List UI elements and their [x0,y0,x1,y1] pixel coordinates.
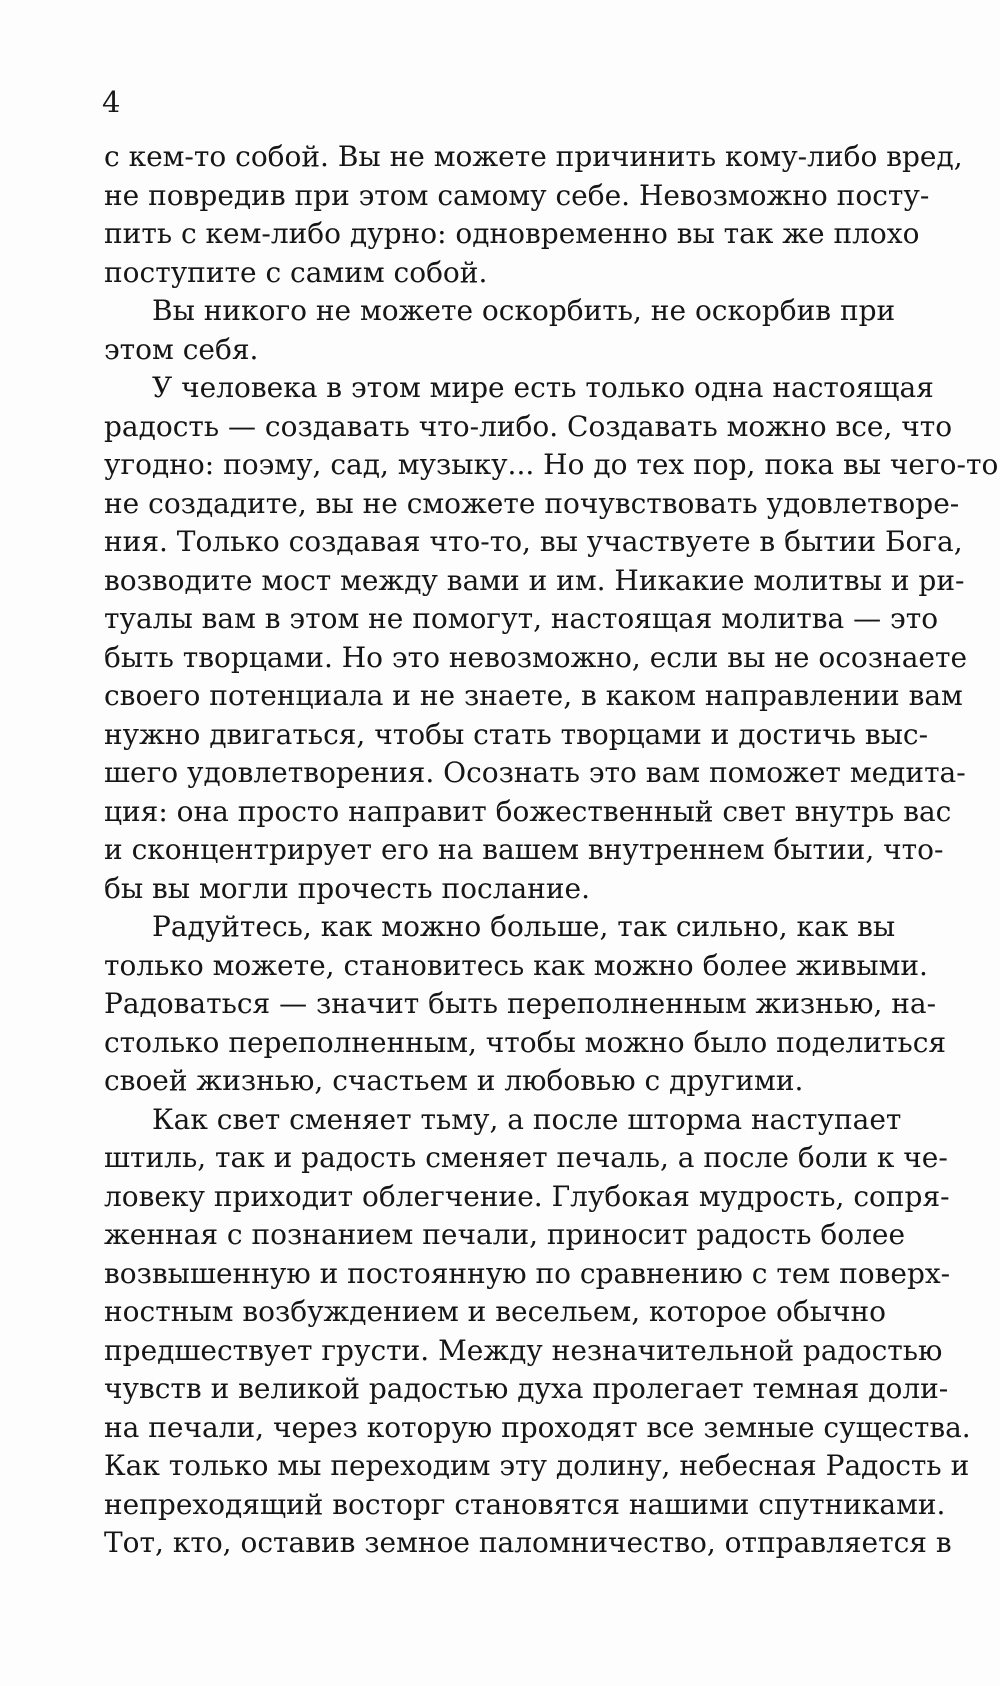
paragraph [104,908,947,1101]
text-line: Как только мы переходим эту долину, небесная Радость и [104,1449,970,1482]
text-line: чувств и великой радостью духа пролегает темная доли- [104,1372,949,1405]
text-line: бы вы могли прочесть послание. [104,871,590,905]
paragraph [104,369,999,908]
text-line: и сконцентрирует его на вашем внутреннем бытии, что- [104,833,944,866]
text-line: возвышенную и постоянную по сравнению с тем поверх- [104,1256,951,1290]
text-line: Радоваться — значит быть переполненным жизнью, на- [104,987,937,1020]
text-line: шего удовлетворения. Осознать это вам поможет медита- [104,756,966,789]
text-line: У человека в этом мире есть только одна настоящая [152,371,934,404]
text-line: этом себя. [104,332,259,366]
text-line: ловеку приходит облегчение. Глубокая мудрость, сопря- [104,1179,950,1213]
text-line: с кем-то собой. Вы не можете причинить кому-либо вред, [104,140,963,173]
text-line: штиль, так и радость сменяет печаль, а после боли к че- [104,1141,948,1174]
paragraph [104,1101,971,1563]
text-line: Как свет сменяет тьму, а после шторма наступает [152,1102,902,1136]
text-line: Тот, кто, оставив земное паломничество, отправляется в [104,1526,952,1559]
text-line: угодно: поэму, сад, музыку... Но до тех пор, пока вы чего-то [104,448,999,481]
text-line: на печали, через которую проходят все земные существа. [104,1410,971,1444]
text-line: только можете, становитесь как можно более живыми. [104,948,928,982]
text-line: пить с кем-либо дурно: одновременно вы так же плохо [104,217,920,250]
text-line: не создадите, вы не сможете почувствовать удовлетворе- [104,486,960,520]
text-line: Вы никого не можете оскорбить, не оскорбив при [152,294,896,327]
text-line: нужно двигаться, чтобы стать творцами и достичь выс- [104,717,929,751]
text-line: поступите с самим собой. [104,255,488,289]
text-line: ностным возбуждением и весельем, которое обычно [104,1295,887,1328]
text-line: своей жизнью, счастьем и любовью с другими. [104,1064,804,1097]
text-line: непреходящий восторг становятся нашими спутниками. [104,1487,946,1521]
text-line: туалы вам в этом не помогут, настоящая молитва — это [104,602,939,635]
paragraph [104,138,963,292]
text-line: Радуйтесь, как можно больше, так сильно, как вы [152,910,896,943]
text-line: радость — создавать что-либо. Создавать можно все, что [104,409,953,443]
text-line: женная с познанием печали, приносит радость более [104,1218,906,1251]
text-line: ция: она просто направит божественный свет внутрь вас [104,794,952,828]
paragraph [104,292,896,369]
text-line: столько переполненным, чтобы можно было поделиться [104,1025,947,1059]
text-line: своего потенциала и не знаете, в каком направлении вам [104,679,963,712]
text-line: возводите мост между вами и им. Никакие молитвы и ри- [104,563,965,597]
text-line: ния. Только создавая что-то, вы участвуете в бытии Бога, [104,525,963,558]
text-line: не повредив при этом самому себе. Невозможно посту- [104,178,930,212]
page-number: 4 [102,85,121,119]
text-line: предшествует грусти. Между незначительной радостью [104,1333,943,1367]
body-text [104,138,999,1563]
text-line: быть творцами. Но это невозможно, если вы не осознаете [104,640,968,674]
